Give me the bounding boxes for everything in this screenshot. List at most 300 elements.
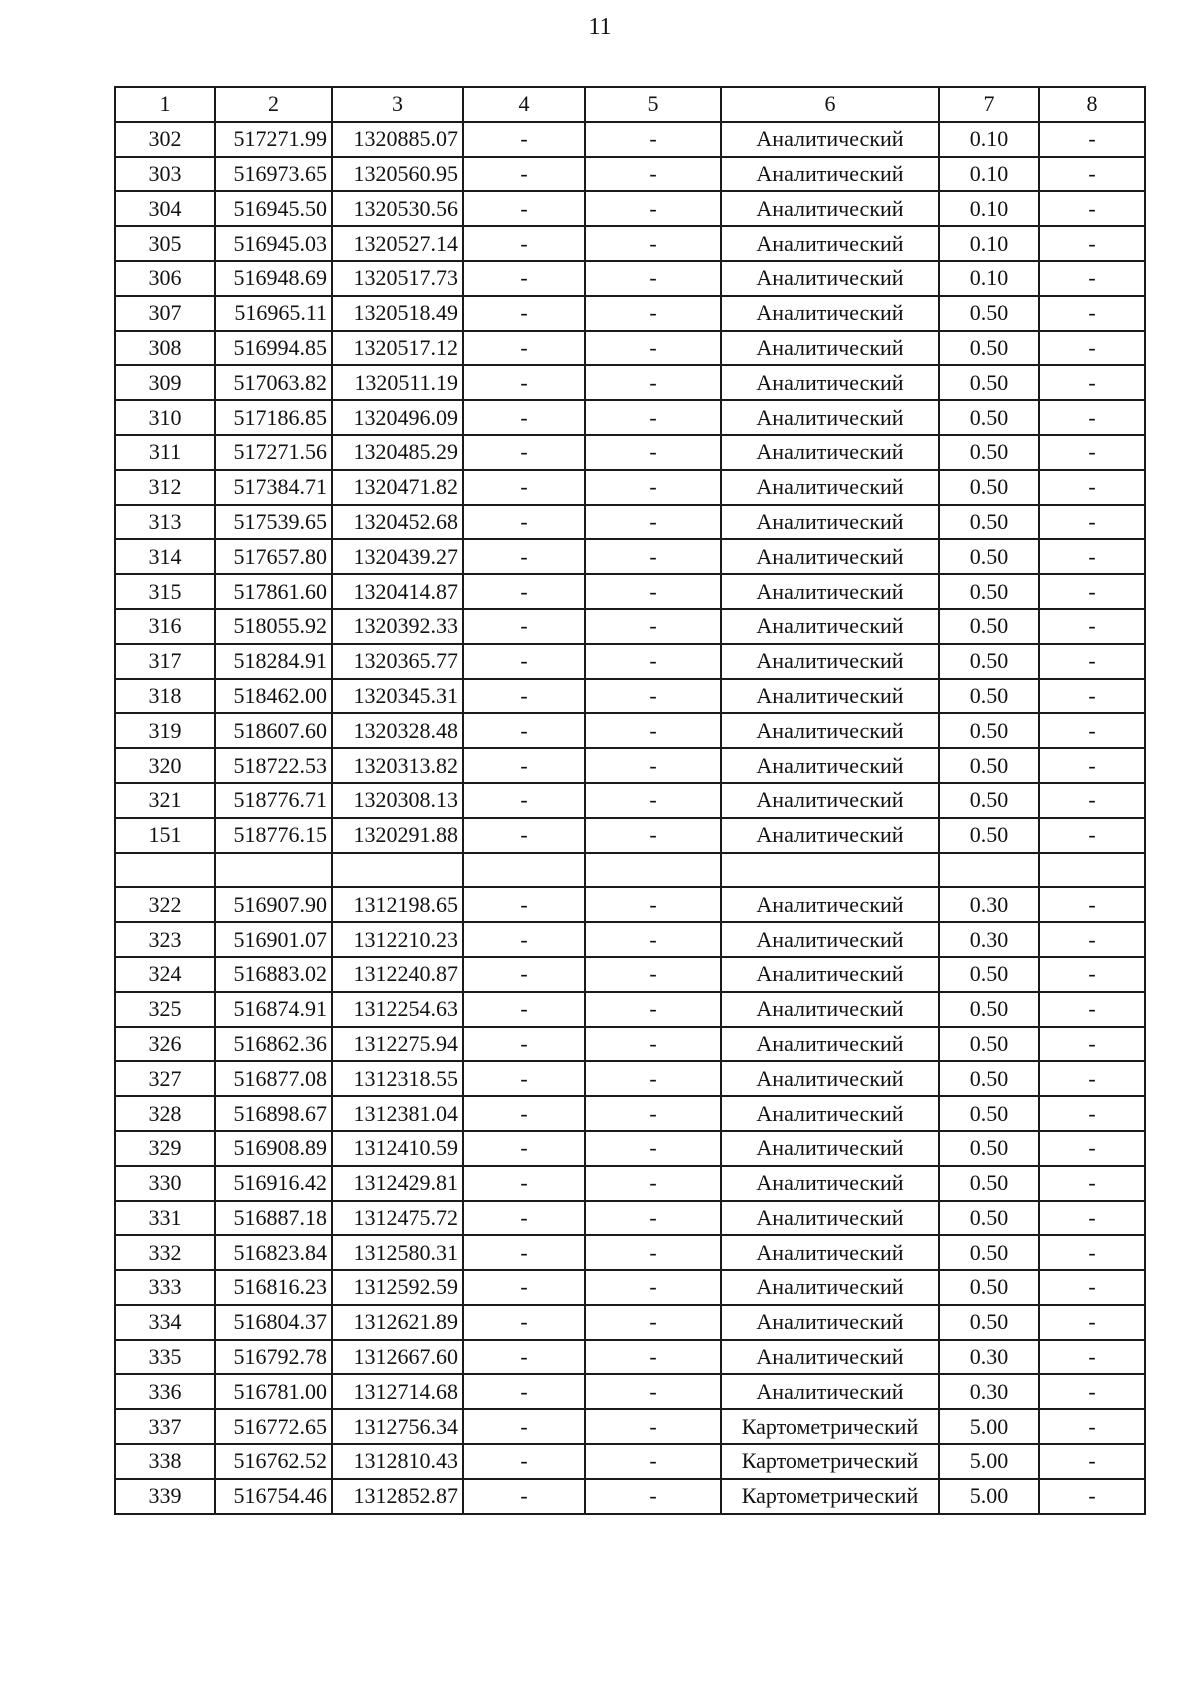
column-8-cell: - [1039, 365, 1145, 400]
column-8-cell: - [1039, 992, 1145, 1027]
x-coordinate-cell: 518776.15 [215, 818, 332, 853]
column-5-cell: - [585, 1444, 721, 1479]
y-coordinate-cell: 1320392.33 [332, 609, 463, 644]
column-4-cell: - [463, 992, 585, 1027]
point-number-cell: 317 [115, 644, 215, 679]
x-coordinate-cell: 517063.82 [215, 365, 332, 400]
y-coordinate-cell: 1320517.73 [332, 261, 463, 296]
method-cell: Аналитический [721, 992, 939, 1027]
method-cell: Аналитический [721, 922, 939, 957]
y-coordinate-cell: 1312810.43 [332, 1444, 463, 1479]
point-number-cell: 151 [115, 818, 215, 853]
column-5-cell: - [585, 296, 721, 331]
method-cell: Аналитический [721, 1131, 939, 1166]
column-4-cell: - [463, 1305, 585, 1340]
accuracy-cell: 0.50 [939, 574, 1039, 609]
x-coordinate-cell: 516887.18 [215, 1201, 332, 1236]
column-8-cell: - [1039, 505, 1145, 540]
point-number-cell: 331 [115, 1201, 215, 1236]
column-4-cell: - [463, 1061, 585, 1096]
accuracy-cell: 0.50 [939, 1270, 1039, 1305]
x-coordinate-cell: 516901.07 [215, 922, 332, 957]
table-row [115, 957, 1145, 992]
point-number-cell [115, 853, 215, 888]
page-number: 11 [588, 14, 612, 40]
column-5-cell: - [585, 713, 721, 748]
column-4-cell: - [463, 400, 585, 435]
point-number-cell: 319 [115, 713, 215, 748]
y-coordinate-cell: 1320511.19 [332, 365, 463, 400]
y-coordinate-cell: 1320328.48 [332, 713, 463, 748]
column-4-cell: - [463, 957, 585, 992]
y-coordinate-cell: 1320345.31 [332, 679, 463, 714]
point-number-cell: 309 [115, 365, 215, 400]
y-coordinate-cell: 1312667.60 [332, 1340, 463, 1375]
column-4-cell: - [463, 574, 585, 609]
column-4-cell: - [463, 783, 585, 818]
column-8-cell: - [1039, 748, 1145, 783]
column-4-cell: - [463, 331, 585, 366]
method-cell: Аналитический [721, 1270, 939, 1305]
x-coordinate-cell: 516994.85 [215, 331, 332, 366]
x-coordinate-cell: 518607.60 [215, 713, 332, 748]
column-5-cell: - [585, 365, 721, 400]
x-coordinate-cell: 516862.36 [215, 1027, 332, 1062]
column-5-cell: - [585, 122, 721, 157]
method-cell: Аналитический [721, 296, 939, 331]
column-4-cell: - [463, 1131, 585, 1166]
accuracy-cell: 0.50 [939, 505, 1039, 540]
column-8-cell: - [1039, 1201, 1145, 1236]
point-number-cell: 323 [115, 922, 215, 957]
accuracy-cell: 0.50 [939, 1131, 1039, 1166]
y-coordinate-cell: 1320308.13 [332, 783, 463, 818]
x-coordinate-cell: 517657.80 [215, 539, 332, 574]
column-header: 2 [215, 87, 332, 122]
column-8-cell: - [1039, 783, 1145, 818]
column-4-cell: - [463, 435, 585, 470]
accuracy-cell: 0.50 [939, 1166, 1039, 1201]
column-8-cell: - [1039, 1374, 1145, 1409]
table-row [115, 818, 1145, 853]
accuracy-cell: 0.50 [939, 1235, 1039, 1270]
column-8-cell: - [1039, 609, 1145, 644]
column-4-cell: - [463, 365, 585, 400]
x-coordinate-cell: 516916.42 [215, 1166, 332, 1201]
column-5-cell: - [585, 992, 721, 1027]
accuracy-cell: 0.30 [939, 1374, 1039, 1409]
table-row [115, 887, 1145, 922]
column-4-cell: - [463, 679, 585, 714]
method-cell: Аналитический [721, 1235, 939, 1270]
y-coordinate-cell: 1312210.23 [332, 922, 463, 957]
x-coordinate-cell: 516898.67 [215, 1096, 332, 1131]
y-coordinate-cell: 1312852.87 [332, 1479, 463, 1514]
y-coordinate-cell: 1312429.81 [332, 1166, 463, 1201]
y-coordinate-cell: 1320485.29 [332, 435, 463, 470]
table-row [115, 1479, 1145, 1514]
column-4-cell: - [463, 1270, 585, 1305]
column-8-cell: - [1039, 296, 1145, 331]
x-coordinate-cell: 516973.65 [215, 157, 332, 192]
table-row [115, 122, 1145, 157]
column-8-cell: - [1039, 679, 1145, 714]
x-coordinate-cell: 516907.90 [215, 887, 332, 922]
column-5-cell: - [585, 922, 721, 957]
table-row [115, 1166, 1145, 1201]
x-coordinate-cell: 518284.91 [215, 644, 332, 679]
accuracy-cell: 0.50 [939, 1096, 1039, 1131]
point-number-cell: 337 [115, 1409, 215, 1444]
accuracy-cell: 5.00 [939, 1409, 1039, 1444]
point-number-cell: 305 [115, 226, 215, 261]
accuracy-cell [939, 853, 1039, 888]
column-4-cell: - [463, 226, 585, 261]
point-number-cell: 316 [115, 609, 215, 644]
table-row [115, 679, 1145, 714]
table-row [115, 783, 1145, 818]
table-row [115, 261, 1145, 296]
point-number-cell: 315 [115, 574, 215, 609]
method-cell: Аналитический [721, 435, 939, 470]
column-4-cell: - [463, 1235, 585, 1270]
table-row [115, 505, 1145, 540]
column-8-cell: - [1039, 1340, 1145, 1375]
y-coordinate-cell: 1320439.27 [332, 539, 463, 574]
point-number-cell: 332 [115, 1235, 215, 1270]
column-5-cell: - [585, 679, 721, 714]
column-4-cell: - [463, 1340, 585, 1375]
point-number-cell: 330 [115, 1166, 215, 1201]
accuracy-cell: 0.50 [939, 1027, 1039, 1062]
column-header: 1 [115, 87, 215, 122]
point-number-cell: 335 [115, 1340, 215, 1375]
column-5-cell: - [585, 1027, 721, 1062]
column-4-cell: - [463, 644, 585, 679]
column-4-cell: - [463, 539, 585, 574]
column-5-cell: - [585, 1340, 721, 1375]
method-cell: Аналитический [721, 1201, 939, 1236]
table-row [115, 365, 1145, 400]
column-8-cell: - [1039, 261, 1145, 296]
y-coordinate-cell: 1320471.82 [332, 470, 463, 505]
column-header: 8 [1039, 87, 1145, 122]
column-header: 5 [585, 87, 721, 122]
point-number-cell: 320 [115, 748, 215, 783]
column-5-cell: - [585, 226, 721, 261]
accuracy-cell: 0.50 [939, 296, 1039, 331]
y-coordinate-cell [332, 853, 463, 888]
accuracy-cell: 0.50 [939, 748, 1039, 783]
table-row [115, 191, 1145, 226]
x-coordinate-cell: 516945.50 [215, 191, 332, 226]
method-cell: Картометрический [721, 1479, 939, 1514]
y-coordinate-cell: 1312580.31 [332, 1235, 463, 1270]
table-row [115, 470, 1145, 505]
table-row [115, 609, 1145, 644]
x-coordinate-cell: 516965.11 [215, 296, 332, 331]
x-coordinate-cell: 516823.84 [215, 1235, 332, 1270]
method-cell: Аналитический [721, 748, 939, 783]
accuracy-cell: 0.10 [939, 157, 1039, 192]
column-8-cell: - [1039, 122, 1145, 157]
x-coordinate-cell: 517539.65 [215, 505, 332, 540]
method-cell: Картометрический [721, 1409, 939, 1444]
table-row [115, 1061, 1145, 1096]
table-row [115, 1235, 1145, 1270]
y-coordinate-cell: 1320560.95 [332, 157, 463, 192]
x-coordinate-cell: 516948.69 [215, 261, 332, 296]
column-4-cell: - [463, 1444, 585, 1479]
method-cell: Аналитический [721, 1305, 939, 1340]
accuracy-cell: 0.50 [939, 331, 1039, 366]
column-4-cell: - [463, 191, 585, 226]
table-row [115, 922, 1145, 957]
point-number-cell: 321 [115, 783, 215, 818]
column-5-cell: - [585, 157, 721, 192]
column-4-cell: - [463, 748, 585, 783]
point-number-cell: 327 [115, 1061, 215, 1096]
method-cell: Аналитический [721, 157, 939, 192]
column-5-cell: - [585, 783, 721, 818]
column-4-cell: - [463, 157, 585, 192]
accuracy-cell: 0.50 [939, 609, 1039, 644]
accuracy-cell: 0.50 [939, 957, 1039, 992]
column-8-cell: - [1039, 539, 1145, 574]
column-4-cell: - [463, 887, 585, 922]
y-coordinate-cell: 1312318.55 [332, 1061, 463, 1096]
point-number-cell: 324 [115, 957, 215, 992]
point-number-cell: 326 [115, 1027, 215, 1062]
method-cell: Аналитический [721, 887, 939, 922]
method-cell: Аналитический [721, 470, 939, 505]
point-number-cell: 322 [115, 887, 215, 922]
method-cell: Аналитический [721, 1166, 939, 1201]
table-row [115, 539, 1145, 574]
column-8-cell: - [1039, 1131, 1145, 1166]
column-8-cell: - [1039, 713, 1145, 748]
column-4-cell: - [463, 609, 585, 644]
point-number-cell: 339 [115, 1479, 215, 1514]
table-row [115, 748, 1145, 783]
method-cell: Аналитический [721, 574, 939, 609]
point-number-cell: 318 [115, 679, 215, 714]
column-8-cell: - [1039, 1409, 1145, 1444]
method-cell [721, 853, 939, 888]
accuracy-cell: 0.50 [939, 365, 1039, 400]
accuracy-cell: 0.50 [939, 818, 1039, 853]
column-4-cell: - [463, 1409, 585, 1444]
y-coordinate-cell: 1312475.72 [332, 1201, 463, 1236]
point-number-cell: 314 [115, 539, 215, 574]
y-coordinate-cell: 1312756.34 [332, 1409, 463, 1444]
column-8-cell: - [1039, 1479, 1145, 1514]
accuracy-cell: 0.50 [939, 713, 1039, 748]
method-cell: Аналитический [721, 226, 939, 261]
column-8-cell: - [1039, 818, 1145, 853]
point-number-cell: 338 [115, 1444, 215, 1479]
accuracy-cell: 5.00 [939, 1444, 1039, 1479]
column-5-cell: - [585, 1305, 721, 1340]
column-header: 7 [939, 87, 1039, 122]
x-coordinate-cell: 516877.08 [215, 1061, 332, 1096]
column-5-cell: - [585, 574, 721, 609]
table-row [115, 992, 1145, 1027]
y-coordinate-cell: 1312381.04 [332, 1096, 463, 1131]
x-coordinate-cell [215, 853, 332, 888]
method-cell: Аналитический [721, 1374, 939, 1409]
column-5-cell: - [585, 1096, 721, 1131]
column-8-cell: - [1039, 957, 1145, 992]
point-number-cell: 334 [115, 1305, 215, 1340]
method-cell: Аналитический [721, 818, 939, 853]
point-number-cell: 307 [115, 296, 215, 331]
column-5-cell: - [585, 470, 721, 505]
y-coordinate-cell: 1312714.68 [332, 1374, 463, 1409]
accuracy-cell: 0.30 [939, 1340, 1039, 1375]
point-number-cell: 306 [115, 261, 215, 296]
point-number-cell: 325 [115, 992, 215, 1027]
accuracy-cell: 0.30 [939, 887, 1039, 922]
y-coordinate-cell: 1320313.82 [332, 748, 463, 783]
table-row [115, 1096, 1145, 1131]
column-8-cell: - [1039, 1096, 1145, 1131]
column-4-cell: - [463, 296, 585, 331]
table-body [115, 122, 1145, 1514]
column-5-cell: - [585, 887, 721, 922]
column-5-cell: - [585, 1061, 721, 1096]
accuracy-cell: 0.10 [939, 226, 1039, 261]
x-coordinate-cell: 516908.89 [215, 1131, 332, 1166]
column-8-cell: - [1039, 191, 1145, 226]
y-coordinate-cell: 1312254.63 [332, 992, 463, 1027]
method-cell: Аналитический [721, 783, 939, 818]
table-row [115, 644, 1145, 679]
column-4-cell: - [463, 122, 585, 157]
x-coordinate-cell: 518055.92 [215, 609, 332, 644]
table-row [115, 1305, 1145, 1340]
accuracy-cell: 0.50 [939, 679, 1039, 714]
x-coordinate-cell: 518462.00 [215, 679, 332, 714]
table-row [115, 157, 1145, 192]
column-4-cell: - [463, 713, 585, 748]
y-coordinate-cell: 1312592.59 [332, 1270, 463, 1305]
x-coordinate-cell: 516792.78 [215, 1340, 332, 1375]
table-row [115, 331, 1145, 366]
accuracy-cell: 0.50 [939, 400, 1039, 435]
column-5-cell: - [585, 1374, 721, 1409]
y-coordinate-cell: 1320530.56 [332, 191, 463, 226]
method-cell: Картометрический [721, 1444, 939, 1479]
point-number-cell: 333 [115, 1270, 215, 1305]
method-cell: Аналитический [721, 365, 939, 400]
column-5-cell: - [585, 1270, 721, 1305]
column-8-cell: - [1039, 887, 1145, 922]
accuracy-cell: 5.00 [939, 1479, 1039, 1514]
table-row [115, 1131, 1145, 1166]
table-row [115, 1270, 1145, 1305]
method-cell: Аналитический [721, 1340, 939, 1375]
table-row [115, 226, 1145, 261]
column-5-cell: - [585, 957, 721, 992]
table-row [115, 1201, 1145, 1236]
y-coordinate-cell: 1320365.77 [332, 644, 463, 679]
column-8-cell: - [1039, 226, 1145, 261]
column-4-cell: - [463, 261, 585, 296]
table-row [115, 1340, 1145, 1375]
method-cell: Аналитический [721, 957, 939, 992]
x-coordinate-cell: 516883.02 [215, 957, 332, 992]
table-header-row [115, 87, 1145, 122]
column-4-cell: - [463, 505, 585, 540]
x-coordinate-cell: 517861.60 [215, 574, 332, 609]
column-5-cell: - [585, 191, 721, 226]
column-8-cell [1039, 853, 1145, 888]
y-coordinate-cell: 1312240.87 [332, 957, 463, 992]
column-5-cell: - [585, 748, 721, 783]
table-row [115, 435, 1145, 470]
column-5-cell: - [585, 1166, 721, 1201]
column-header: 4 [463, 87, 585, 122]
column-8-cell: - [1039, 1270, 1145, 1305]
method-cell: Аналитический [721, 191, 939, 226]
accuracy-cell: 0.10 [939, 191, 1039, 226]
column-5-cell: - [585, 1235, 721, 1270]
accuracy-cell: 0.50 [939, 1061, 1039, 1096]
accuracy-cell: 0.50 [939, 783, 1039, 818]
accuracy-cell: 0.50 [939, 539, 1039, 574]
column-4-cell: - [463, 1374, 585, 1409]
method-cell: Аналитический [721, 539, 939, 574]
accuracy-cell: 0.50 [939, 1305, 1039, 1340]
column-5-cell: - [585, 261, 721, 296]
column-8-cell: - [1039, 1235, 1145, 1270]
x-coordinate-cell: 517271.56 [215, 435, 332, 470]
column-5-cell: - [585, 1131, 721, 1166]
point-number-cell: 303 [115, 157, 215, 192]
column-8-cell: - [1039, 1305, 1145, 1340]
column-5-cell: - [585, 1201, 721, 1236]
accuracy-cell: 0.30 [939, 922, 1039, 957]
column-8-cell: - [1039, 157, 1145, 192]
column-4-cell: - [463, 818, 585, 853]
column-8-cell: - [1039, 470, 1145, 505]
x-coordinate-cell: 518722.53 [215, 748, 332, 783]
column-4-cell [463, 853, 585, 888]
accuracy-cell: 0.10 [939, 122, 1039, 157]
column-5-cell: - [585, 1479, 721, 1514]
x-coordinate-cell: 517186.85 [215, 400, 332, 435]
point-number-cell: 336 [115, 1374, 215, 1409]
method-cell: Аналитический [721, 713, 939, 748]
table-row [115, 1027, 1145, 1062]
x-coordinate-cell: 516762.52 [215, 1444, 332, 1479]
method-cell: Аналитический [721, 400, 939, 435]
method-cell: Аналитический [721, 1027, 939, 1062]
column-8-cell: - [1039, 1061, 1145, 1096]
y-coordinate-cell: 1320518.49 [332, 296, 463, 331]
table-row [115, 1374, 1145, 1409]
column-4-cell: - [463, 1166, 585, 1201]
column-4-cell: - [463, 470, 585, 505]
column-4-cell: - [463, 1096, 585, 1131]
column-5-cell: - [585, 400, 721, 435]
x-coordinate-cell: 517384.71 [215, 470, 332, 505]
column-5-cell [585, 853, 721, 888]
table-row [115, 1409, 1145, 1444]
point-number-cell: 308 [115, 331, 215, 366]
y-coordinate-cell: 1312621.89 [332, 1305, 463, 1340]
